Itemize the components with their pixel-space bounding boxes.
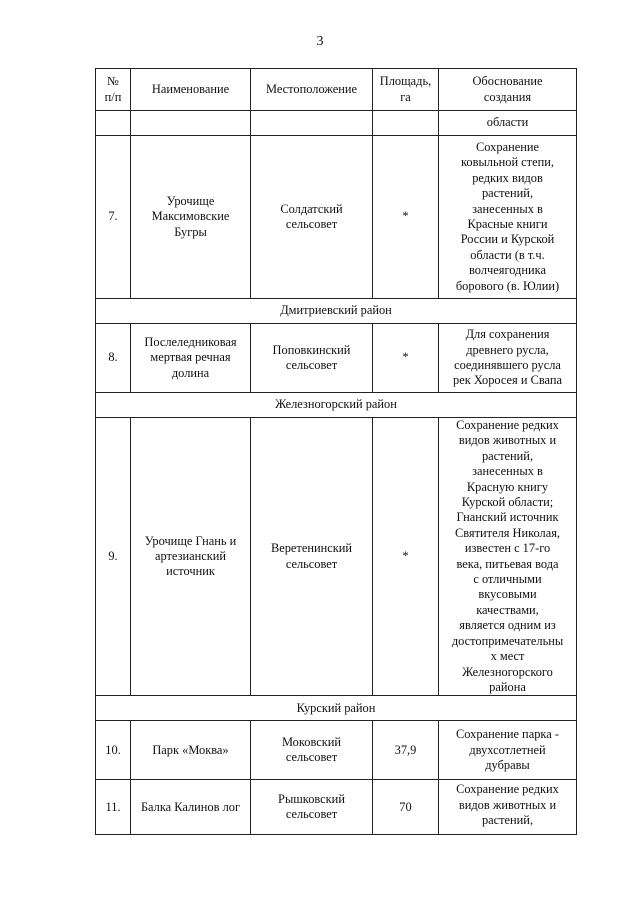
cell-name: Урочище Максимовские Бугры	[131, 136, 251, 299]
cell-area: 70	[373, 780, 439, 835]
cell-number: 11.	[96, 780, 131, 835]
cell-basis: Сохранение парка - двухсотлетней дубравы	[439, 721, 577, 780]
cell-location: Рышковский сельсовет	[251, 780, 373, 835]
header-area-text: Площадь, га	[379, 74, 432, 104]
district-row	[96, 696, 577, 721]
cell-empty	[373, 111, 439, 136]
header-basis-text: Обоснование создания	[472, 74, 543, 104]
header-name-text: Наименование	[151, 81, 230, 96]
table-row	[96, 418, 577, 696]
cell-empty	[131, 111, 251, 136]
cell-name: Балка Калинов лог	[131, 780, 251, 835]
table-row-continuation	[96, 111, 577, 136]
cell-empty	[96, 111, 131, 136]
cell-area: *	[373, 324, 439, 393]
reserves-table	[95, 68, 577, 835]
cell-number: 7.	[96, 136, 131, 299]
header-location-text: Местоположение	[266, 81, 357, 96]
cell-location: Веретенинский сельсовет	[251, 418, 373, 696]
district-row	[96, 393, 577, 418]
cell-basis: Сохранение редких видов животных и растений, занесенных в Красную книгу Курской области; Гнанский источник Святителя Николая, известен с 17-го века, питьевая вода с отличными вкусовыми качествами, является одним из достопримечательны х мест Железногорского района	[439, 418, 577, 696]
district-row	[96, 299, 577, 324]
cell-name: Парк «Моква»	[131, 721, 251, 780]
header-name	[131, 69, 251, 111]
cell-area: *	[373, 136, 439, 299]
header-basis	[439, 69, 577, 111]
cell-area: 37,9	[373, 721, 439, 780]
header-number	[96, 69, 131, 111]
cell-number: 9.	[96, 418, 131, 696]
cell-basis: Сохранение редких видов животных и растений,	[439, 780, 577, 835]
page-number: 3	[316, 34, 324, 49]
cell-location: Моковский сельсовет	[251, 721, 373, 780]
cell-name: Урочище Гнань и артезианский источник	[131, 418, 251, 696]
cell-empty	[251, 111, 373, 136]
district-name: Курский район	[96, 696, 577, 721]
cell-number: 10.	[96, 721, 131, 780]
header-area	[373, 69, 439, 111]
table-row	[96, 780, 577, 835]
cell-location: Поповкинский сельсовет	[251, 324, 373, 393]
table-row	[96, 136, 577, 299]
table-header-row	[96, 69, 577, 111]
district-name: Железногорский район	[96, 393, 577, 418]
table-row	[96, 721, 577, 780]
cell-basis: области	[439, 111, 577, 136]
header-number-text: № п/п	[104, 74, 122, 104]
district-name: Дмитриевский район	[96, 299, 577, 324]
cell-area: *	[373, 418, 439, 696]
table-row	[96, 324, 577, 393]
header-location	[251, 69, 373, 111]
cell-basis: Для сохранения древнего русла, соединявшего русла рек Хоросея и Свапа	[439, 324, 577, 393]
cell-number: 8.	[96, 324, 131, 393]
cell-name: Послеледниковая мертвая речная долина	[131, 324, 251, 393]
cell-location: Солдатский сельсовет	[251, 136, 373, 299]
cell-basis: Сохранение ковыльной степи, редких видов растений, занесенных в Красные книги России и Курской области (в т.ч. волчеягодника борового (в. Юлии)	[439, 136, 577, 299]
